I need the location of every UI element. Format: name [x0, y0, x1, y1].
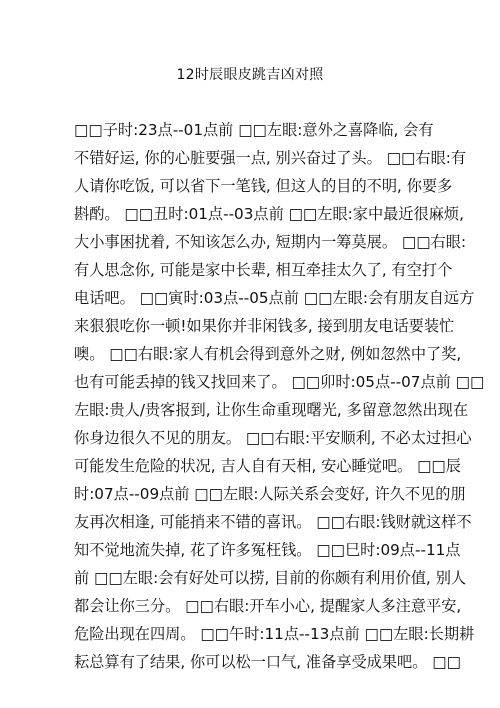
- text-line-6: 有人思念你, 可能是家中长辈, 相互牵挂太久了, 有空打个: [74, 261, 453, 279]
- text-line-9: 噢。 □□右眼:家人有机会得到意外之财, 例如忽然中了奖,: [74, 345, 462, 363]
- text-line-7: 电话吧。 □□寅时:03点--05点前 □□左眼:会有朋友自远方: [74, 289, 475, 307]
- text-line-19: 危险出现在四周。 □□午时:11点--13点前 □□左眼:长期耕: [74, 625, 475, 643]
- text-line-8: 来狠狠吃你一顿!如果你并非闲钱多, 接到朋友电话要装忙: [74, 317, 455, 335]
- text-line-1: □□子时:23点--01点前 □□左眼:意外之喜降临, 会有: [74, 121, 434, 139]
- text-line-2: 不错好运, 你的心脏要强一点, 别兴奋过了头。 □□右眼:有: [74, 149, 467, 167]
- text-line-16: 知不觉地流失掉, 花了许多冤枉钱。 □□巳时:09点--11点: [74, 541, 461, 559]
- text-line-11: 左眼:贵人/贵客报到, 让你生命重现曙光, 多留意忽然出现在: [74, 401, 469, 419]
- text-line-10: 也有可能丢掉的钱又找回来了。 □□卯时:05点--07点前 □□: [74, 373, 485, 391]
- document-title: 12时辰眼皮跳吉凶对照: [176, 67, 324, 83]
- text-line-12: 你身边很久不见的朋友。 □□右眼:平安顺利, 不必太过担心: [74, 429, 472, 447]
- text-line-20: 耘总算有了结果, 你可以松一口气, 准备享受成果吧。 □□: [74, 653, 461, 671]
- text-line-18: 都会让你三分。 □□右眼:开车小心, 提醒家人多注意平安,: [74, 597, 462, 615]
- document-body: [74, 116, 485, 676]
- text-line-3: 人请你吃饭, 可以省下一笔钱, 但这人的目的不明, 你要多: [74, 177, 453, 195]
- text-line-4: 斟酌。 □□丑时:01点--03点前 □□左眼:家中最近很麻烦,: [74, 205, 464, 223]
- text-line-17: 前 □□左眼:会有好处可以捞, 目前的你颇有利用价值, 别人: [74, 569, 467, 587]
- text-line-5: 大小事困扰着, 不知该怎么办, 短期内一筹莫展。 □□右眼:: [74, 233, 467, 251]
- text-line-14: 时:07点--09点前 □□左眼:人际关系会变好, 许久不见的朋: [74, 485, 466, 503]
- text-line-15: 友再次相逢, 可能捎来不错的喜讯。 □□右眼:钱财就这样不: [74, 513, 472, 531]
- text-line-13: 可能发生危险的状况, 吉人自有天相, 安心睡觉吧。 □□辰: [74, 457, 461, 475]
